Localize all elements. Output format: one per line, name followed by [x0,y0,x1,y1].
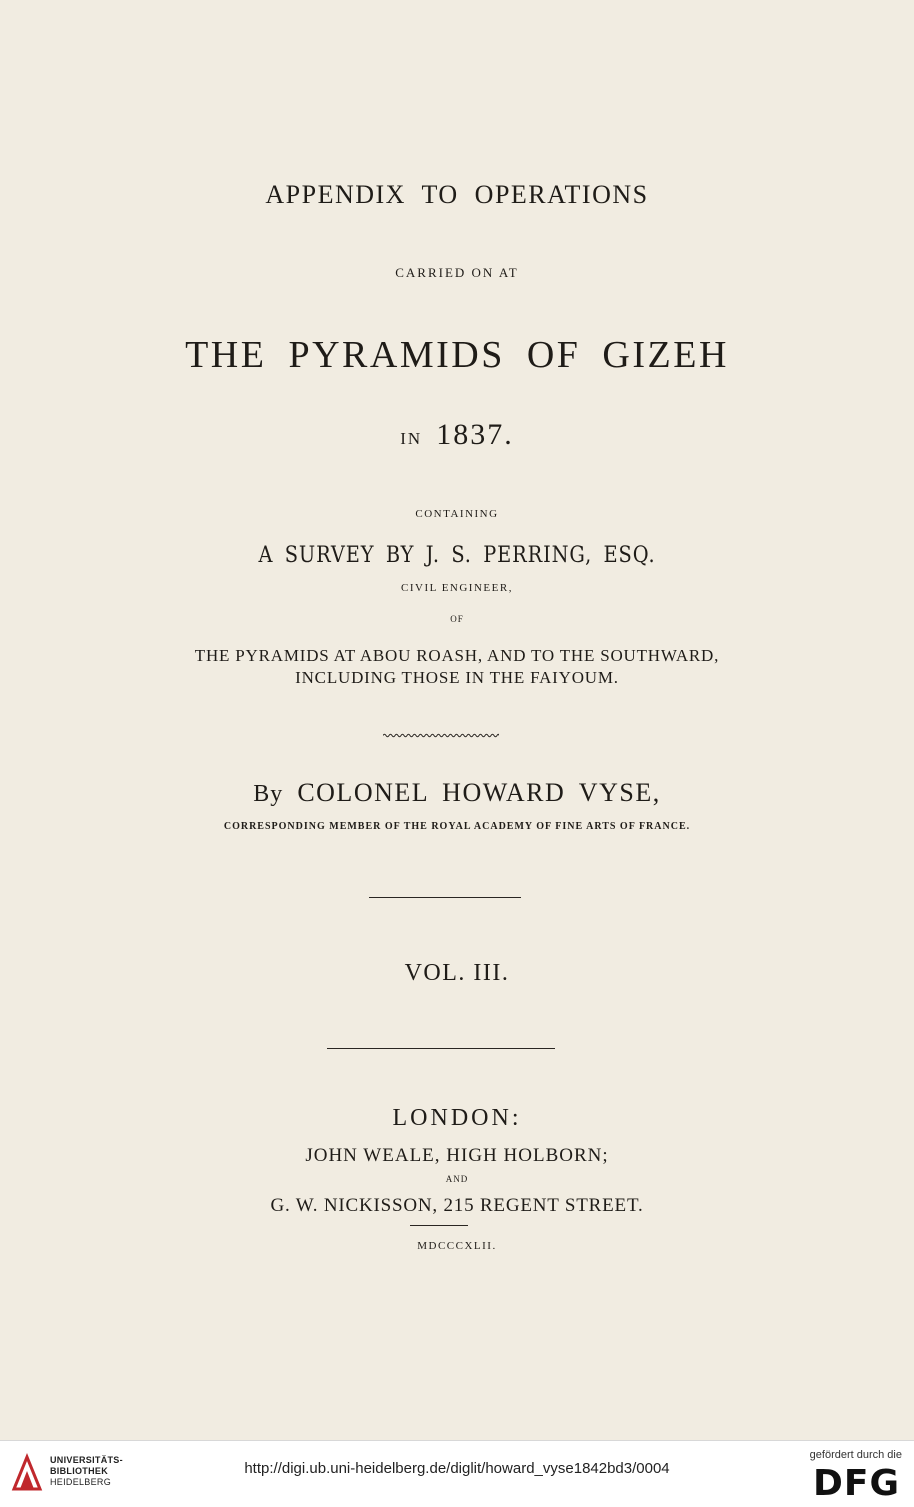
pyramids-description-line1: THE PYRAMIDS AT ABOU ROASH, AND TO THE SOUTHWARD, [194,646,720,665]
ornamental-wavy-rule [383,733,499,738]
funder-caption: gefördert durch die [809,1449,902,1461]
library-name-line1: UNIVERSITÄTS- [50,1455,123,1465]
author-name: COLONEL HOWARD VYSE, [297,778,661,807]
civil-engineer-label: CIVIL ENGINEER, [401,582,513,594]
survey-line: A SURVEY BY J. S. PERRING, ESQ. [258,543,656,568]
volume-label: VOL. III. [404,960,510,986]
author-by-prefix: By [253,781,284,807]
publisher-line2: G. W. NICKISSON, 215 REGENT STREET. [270,1195,644,1216]
subtitle-carried-on-at: CARRIED ON AT [395,265,519,280]
library-name-line3: HEIDELBERG [50,1477,112,1487]
rule-below-volume [327,1048,555,1049]
year-value: 1837. [436,418,514,451]
publisher-line1: JOHN WEALE, HIGH HOLBORN; [305,1145,609,1166]
rule-above-date [410,1225,468,1226]
digitization-footer [0,1440,914,1507]
containing-label: CONTAINING [415,508,499,520]
permalink-url[interactable]: http://digi.ub.uni-heidelberg.de/diglit/howard_vyse1842bd3/0004 [244,1460,670,1477]
year-line [0,418,914,452]
main-title-pyramids: THE PYRAMIDS OF GIZEH [185,334,729,376]
of-label: OF [450,614,464,624]
imprint-city: LONDON: [392,1105,522,1131]
publication-date: MDCCCXLII. [417,1240,497,1252]
author-title: CORRESPONDING MEMBER OF THE ROYAL ACADEMY OF FINE ARTS OF FRANCE. [223,821,691,832]
library-name-line2: BIBLIOTHEK [50,1466,108,1476]
year-prefix-in: IN [400,429,423,448]
dfg-logo: DFG [812,1463,900,1504]
rule-above-volume [369,897,521,898]
title-line-appendix: APPENDIX TO OPERATIONS [265,180,649,209]
and-label: AND [445,1174,469,1184]
pyramids-description-line2: INCLUDING THOSE IN THE FAIYOUM. [295,668,619,687]
author-line [0,778,914,808]
